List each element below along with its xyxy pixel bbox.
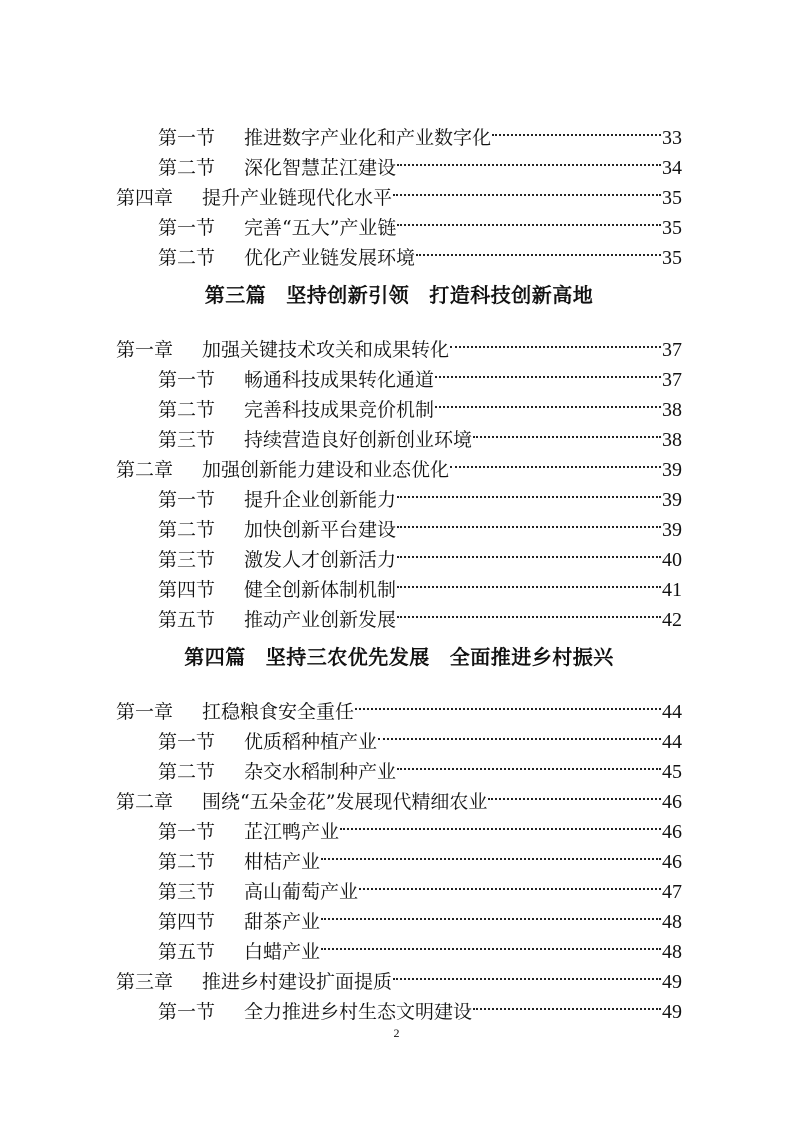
entry-title: 全力推进乡村生态文明建设 <box>244 1001 473 1023</box>
entry-page-number: 40 <box>662 549 682 571</box>
dot-leader <box>450 326 661 356</box>
entry-page-number: 39 <box>662 459 682 481</box>
entry-number: 第二章 <box>116 459 174 481</box>
part-title-a: 坚持三农优先发展 <box>265 645 430 669</box>
entry-number: 第三章 <box>116 971 174 993</box>
entry-page-number: 45 <box>662 761 682 783</box>
entry-page-number: 46 <box>662 791 682 813</box>
part-number: 第三篇 <box>204 283 267 307</box>
entry-page-number: 38 <box>662 429 682 451</box>
entry-page-number: 39 <box>662 489 682 511</box>
entry-title: 加强关键技术攻关和成果转化 <box>202 339 450 361</box>
dot-leader <box>435 386 661 416</box>
dot-leader <box>397 536 661 566</box>
entry-page-number: 49 <box>662 971 682 993</box>
dot-leader <box>397 506 661 536</box>
entry-number: 第四节 <box>158 911 216 933</box>
dot-leader <box>473 988 661 1018</box>
dot-leader <box>397 204 661 234</box>
entry-page-number: 46 <box>662 821 682 843</box>
entry-title: 健全创新体制机制 <box>244 579 397 601</box>
entry-number: 第二节 <box>158 157 216 179</box>
entry-page-number: 35 <box>662 187 682 209</box>
dot-leader <box>397 596 661 626</box>
entry-number: 第二节 <box>158 761 216 783</box>
part-heading <box>116 626 682 688</box>
part-heading <box>116 264 682 326</box>
entry-page-number: 48 <box>662 911 682 933</box>
dot-leader <box>492 114 661 144</box>
entry-page-number: 41 <box>662 579 682 601</box>
entry-title: 完善“五大”产业链 <box>244 217 397 239</box>
entry-title: 优化产业链发展环境 <box>244 247 416 269</box>
entry-title: 杂交水稻制种产业 <box>244 761 397 783</box>
entry-number: 第一节 <box>158 731 216 753</box>
dot-leader <box>397 748 661 778</box>
entry-number: 第一节 <box>158 1001 216 1023</box>
dot-leader <box>450 446 661 476</box>
entry-page-number: 49 <box>662 1001 682 1023</box>
entry-number: 第五节 <box>158 941 216 963</box>
entry-title: 持续营造良好创新创业环境 <box>244 429 473 451</box>
dot-leader <box>397 566 661 596</box>
dot-leader <box>321 838 661 868</box>
entry-title: 甜茶产业 <box>244 911 321 933</box>
toc-section-entry[interactable] <box>116 114 682 149</box>
entry-number: 第一章 <box>116 701 174 723</box>
entry-number: 第二节 <box>158 519 216 541</box>
entry-page-number: 47 <box>662 881 682 903</box>
entry-title: 高山葡萄产业 <box>244 881 359 903</box>
entry-page-number: 33 <box>662 127 682 149</box>
entry-number: 第二节 <box>158 399 216 421</box>
entry-number: 第二节 <box>158 247 216 269</box>
entry-page-number: 37 <box>662 339 682 361</box>
toc-chapter-entry[interactable] <box>116 326 682 361</box>
entry-page-number: 35 <box>662 217 682 239</box>
entry-title: 优质稻种植产业 <box>244 731 378 753</box>
dot-leader <box>393 174 661 204</box>
entry-page-number: 46 <box>662 851 682 873</box>
dot-leader <box>355 688 661 718</box>
dot-leader <box>416 234 661 264</box>
entry-page-number: 39 <box>662 519 682 541</box>
dot-leader <box>488 778 661 808</box>
entry-number: 第一节 <box>158 821 216 843</box>
dot-leader <box>393 958 661 988</box>
entry-title: 加强创新能力建设和业态优化 <box>202 459 450 481</box>
table-of-contents <box>116 114 682 1023</box>
entry-number: 第三节 <box>158 881 216 903</box>
entry-page-number: 34 <box>662 157 682 179</box>
dot-leader <box>359 868 661 898</box>
page-number: 2 <box>393 1026 400 1040</box>
entry-title: 推进数字产业化和产业数字化 <box>244 127 492 149</box>
entry-number: 第五节 <box>158 609 216 631</box>
entry-title: 提升产业链现代化水平 <box>202 187 393 209</box>
entry-title: 扛稳粮食安全重任 <box>202 701 355 723</box>
dot-leader <box>378 718 661 748</box>
entry-number: 第一节 <box>158 127 216 149</box>
entry-page-number: 42 <box>662 609 682 631</box>
dot-leader <box>473 416 661 446</box>
dot-leader <box>340 808 661 838</box>
entry-title: 深化智慧芷江建设 <box>244 157 397 179</box>
entry-number: 第四节 <box>158 579 216 601</box>
entry-page-number: 48 <box>662 941 682 963</box>
entry-number: 第二章 <box>116 791 174 813</box>
part-title-a: 坚持创新引领 <box>286 283 410 307</box>
entry-title: 推进乡村建设扩面提质 <box>202 971 393 993</box>
entry-number: 第二节 <box>158 851 216 873</box>
entry-title: 柑桔产业 <box>244 851 321 873</box>
entry-page-number: 35 <box>662 247 682 269</box>
part-number: 第四篇 <box>184 645 246 669</box>
entry-page-number: 44 <box>662 731 682 753</box>
entry-page-number: 44 <box>662 701 682 723</box>
entry-title: 推动产业创新发展 <box>244 609 397 631</box>
dot-leader <box>397 144 661 174</box>
entry-title: 芷江鸭产业 <box>244 821 340 843</box>
dot-leader <box>321 928 661 958</box>
toc-chapter-entry[interactable] <box>116 688 682 723</box>
entry-title: 激发人才创新活力 <box>244 549 397 571</box>
entry-title: 提升企业创新能力 <box>244 489 397 511</box>
entry-title: 完善科技成果竞价机制 <box>244 399 435 421</box>
part-title-b: 打造科技创新高地 <box>429 283 594 307</box>
entry-page-number: 38 <box>662 399 682 421</box>
entry-number: 第一节 <box>158 369 216 391</box>
entry-title: 加快创新平台建设 <box>244 519 397 541</box>
dot-leader <box>397 476 661 506</box>
entry-page-number: 37 <box>662 369 682 391</box>
dot-leader <box>321 898 661 928</box>
entry-number: 第三节 <box>158 429 216 451</box>
entry-number: 第一章 <box>116 339 174 361</box>
entry-number: 第三节 <box>158 549 216 571</box>
entry-title: 白蜡产业 <box>244 941 321 963</box>
entry-number: 第四章 <box>116 187 174 209</box>
entry-title: 围绕“五朵金花”发展现代精细农业 <box>202 791 488 813</box>
dot-leader <box>435 356 661 386</box>
part-title-b: 全面推进乡村振兴 <box>449 645 614 669</box>
entry-number: 第一节 <box>158 217 216 239</box>
entry-number: 第一节 <box>158 489 216 511</box>
entry-title: 畅通科技成果转化通道 <box>244 369 435 391</box>
